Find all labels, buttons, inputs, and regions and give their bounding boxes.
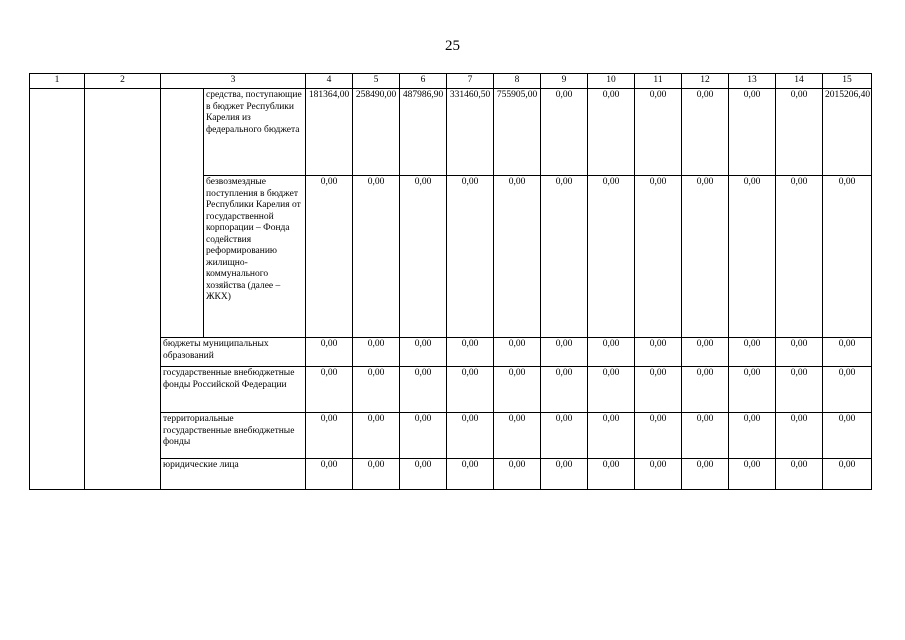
value-cell: 0,00 — [353, 338, 400, 367]
value-cell: 0,00 — [682, 413, 729, 459]
value-cell: 0,00 — [353, 367, 400, 413]
row-label: бюджеты муниципальных образований — [161, 338, 306, 367]
column-header-2: 2 — [85, 74, 161, 89]
row-label: юридические лица — [161, 459, 306, 490]
value-cell: 0,00 — [447, 367, 494, 413]
value-cell: 0,00 — [635, 413, 682, 459]
value-cell: 0,00 — [306, 367, 353, 413]
value-cell: 181364,00 — [306, 89, 353, 176]
value-cell: 2015206,40 — [823, 89, 872, 176]
value-cell: 0,00 — [729, 176, 776, 338]
value-cell: 0,00 — [400, 459, 447, 490]
column-header-3: 3 — [161, 74, 306, 89]
value-cell: 0,00 — [541, 176, 588, 338]
column-header-1: 1 — [30, 74, 85, 89]
value-cell: 0,00 — [729, 413, 776, 459]
value-cell: 0,00 — [447, 338, 494, 367]
value-cell: 0,00 — [306, 459, 353, 490]
value-cell: 0,00 — [306, 413, 353, 459]
value-cell: 0,00 — [729, 459, 776, 490]
value-cell: 0,00 — [494, 367, 541, 413]
value-cell: 0,00 — [635, 367, 682, 413]
column-header-4: 4 — [306, 74, 353, 89]
value-cell: 0,00 — [823, 176, 872, 338]
value-cell: 0,00 — [682, 367, 729, 413]
indent-cell — [161, 89, 204, 338]
column-header-11: 11 — [635, 74, 682, 89]
column-header-12: 12 — [682, 74, 729, 89]
value-cell: 0,00 — [776, 367, 823, 413]
table-row — [30, 89, 872, 176]
value-cell: 0,00 — [682, 176, 729, 338]
value-cell: 0,00 — [682, 459, 729, 490]
value-cell: 0,00 — [729, 367, 776, 413]
column-header-5: 5 — [353, 74, 400, 89]
value-cell: 0,00 — [776, 413, 823, 459]
value-cell: 0,00 — [823, 338, 872, 367]
budget-table — [29, 73, 872, 490]
column-header-9: 9 — [541, 74, 588, 89]
value-cell: 0,00 — [588, 176, 635, 338]
value-cell: 0,00 — [353, 176, 400, 338]
value-cell: 0,00 — [541, 413, 588, 459]
value-cell: 0,00 — [776, 459, 823, 490]
column-header-13: 13 — [729, 74, 776, 89]
header-row — [30, 74, 872, 89]
value-cell: 0,00 — [353, 459, 400, 490]
value-cell: 331460,50 — [447, 89, 494, 176]
value-cell: 258490,00 — [353, 89, 400, 176]
row-label: территориальные государственные внебюджетные фонды — [161, 413, 306, 459]
value-cell: 0,00 — [588, 367, 635, 413]
column-header-6: 6 — [400, 74, 447, 89]
column-header-15: 15 — [823, 74, 872, 89]
value-cell: 0,00 — [635, 459, 682, 490]
value-cell: 0,00 — [776, 176, 823, 338]
value-cell: 0,00 — [682, 338, 729, 367]
value-cell: 0,00 — [541, 338, 588, 367]
value-cell: 0,00 — [494, 459, 541, 490]
row-label: государственные внебюджетные фонды Российской Федерации — [161, 367, 306, 413]
column-header-10: 10 — [588, 74, 635, 89]
row-label: средства, поступающие в бюджет Республики Карелия из федерального бюджета — [204, 89, 306, 176]
value-cell: 0,00 — [400, 367, 447, 413]
value-cell: 0,00 — [400, 176, 447, 338]
value-cell: 0,00 — [729, 89, 776, 176]
column-header-7: 7 — [447, 74, 494, 89]
value-cell: 0,00 — [494, 176, 541, 338]
value-cell: 0,00 — [635, 176, 682, 338]
value-cell: 0,00 — [400, 413, 447, 459]
value-cell: 0,00 — [447, 459, 494, 490]
value-cell: 0,00 — [541, 367, 588, 413]
value-cell: 0,00 — [494, 413, 541, 459]
value-cell: 0,00 — [588, 89, 635, 176]
value-cell: 0,00 — [588, 459, 635, 490]
value-cell: 0,00 — [588, 338, 635, 367]
value-cell: 0,00 — [776, 89, 823, 176]
value-cell: 0,00 — [823, 367, 872, 413]
value-cell: 0,00 — [682, 89, 729, 176]
value-cell: 0,00 — [306, 338, 353, 367]
value-cell: 0,00 — [353, 413, 400, 459]
value-cell: 0,00 — [776, 338, 823, 367]
value-cell: 0,00 — [729, 338, 776, 367]
value-cell: 487986,90 — [400, 89, 447, 176]
value-cell: 0,00 — [823, 459, 872, 490]
value-cell: 0,00 — [823, 413, 872, 459]
value-cell: 0,00 — [306, 176, 353, 338]
row-label: безвозмездные поступления в бюджет Республики Карелия от государственной корпорации – Фонда содействия реформированию жилищно-коммунального хозяйства (далее – ЖКХ) — [204, 176, 306, 338]
value-cell: 0,00 — [541, 89, 588, 176]
column-header-8: 8 — [494, 74, 541, 89]
value-cell: 0,00 — [588, 413, 635, 459]
column-header-14: 14 — [776, 74, 823, 89]
column-2-cell — [85, 89, 161, 490]
value-cell: 755905,00 — [494, 89, 541, 176]
value-cell: 0,00 — [541, 459, 588, 490]
column-1-cell — [30, 89, 85, 490]
page-number: 25 — [445, 38, 460, 54]
value-cell: 0,00 — [494, 338, 541, 367]
value-cell: 0,00 — [447, 413, 494, 459]
value-cell: 0,00 — [447, 176, 494, 338]
value-cell: 0,00 — [400, 338, 447, 367]
value-cell: 0,00 — [635, 89, 682, 176]
value-cell: 0,00 — [635, 338, 682, 367]
